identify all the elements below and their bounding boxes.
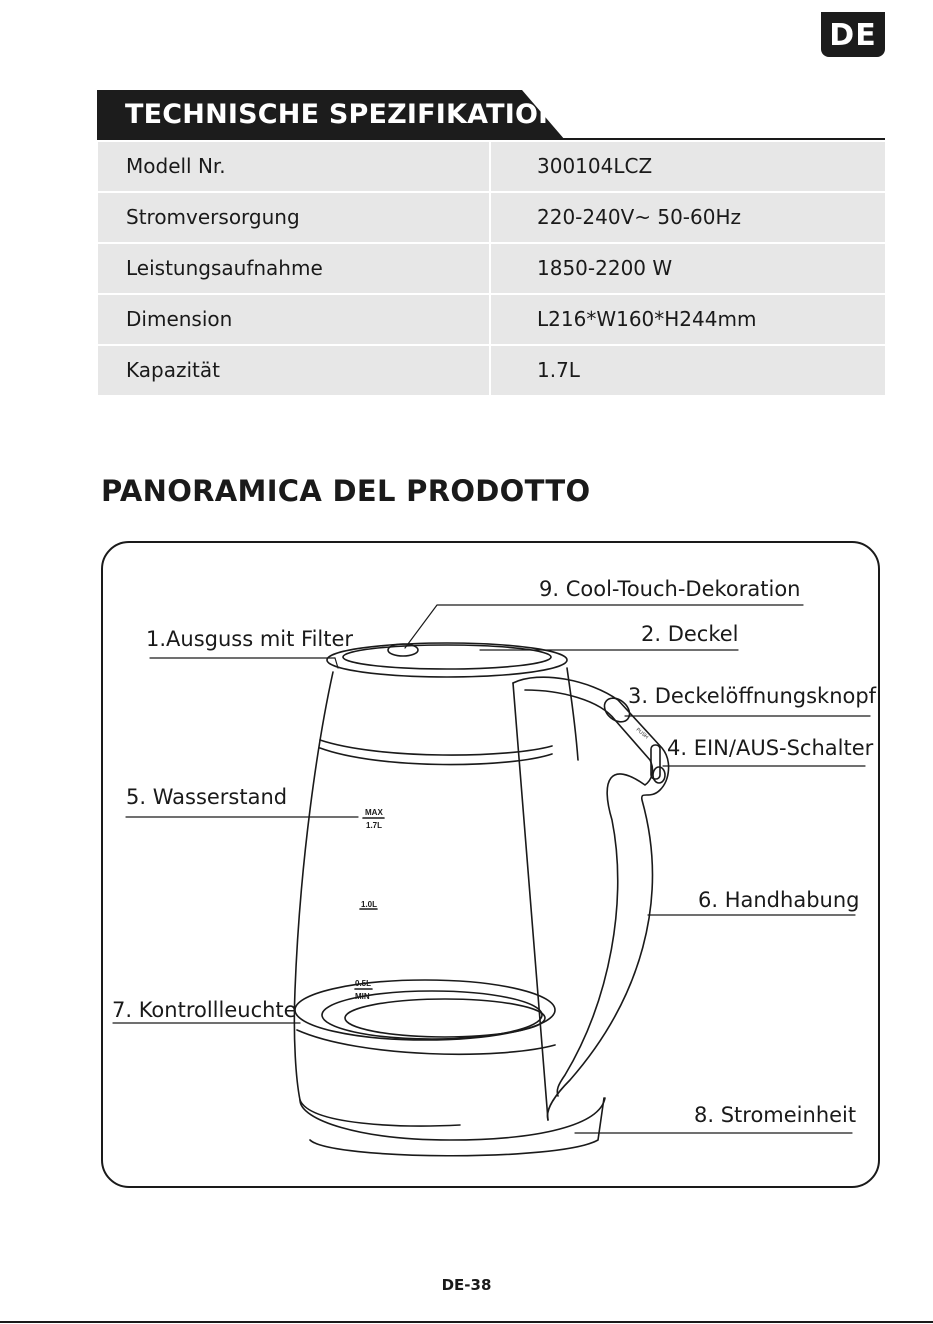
callout-indicator-light: 7. Kontrollleuchte bbox=[112, 998, 297, 1022]
callout-cool-touch: 9. Cool-Touch-Dekoration bbox=[539, 577, 801, 601]
overview-title: PANORAMICA DEL PRODOTTO bbox=[101, 474, 591, 508]
callout-lid: 2. Deckel bbox=[641, 622, 739, 646]
base-bottom bbox=[310, 1098, 604, 1156]
scale-min: MIN bbox=[355, 992, 370, 1001]
lid-inner bbox=[343, 645, 551, 669]
bottom-rule bbox=[0, 1321, 933, 1323]
section-title: TECHNISCHE SPEZIFIKATION bbox=[125, 99, 561, 130]
leader-9 bbox=[405, 605, 803, 648]
callout-power-base: 8. Stromeinheit bbox=[694, 1103, 857, 1127]
spec-label: Kapazität bbox=[98, 346, 489, 395]
callout-switch: 4. EIN/AUS-Schalter bbox=[667, 736, 874, 760]
base-ring-inner bbox=[345, 999, 545, 1037]
spec-label: Dimension bbox=[98, 295, 489, 344]
language-badge: DE bbox=[821, 12, 885, 57]
spec-value: 220-240V~ 50-60Hz bbox=[491, 193, 885, 242]
lid-outline bbox=[327, 643, 567, 677]
base-outer bbox=[300, 1098, 605, 1140]
scale-max-volume: 1.7L bbox=[366, 821, 383, 830]
callout-handle: 6. Handhabung bbox=[698, 888, 860, 912]
switch-indicator bbox=[653, 767, 665, 783]
body-lower-band bbox=[297, 1030, 555, 1054]
spec-label: Modell Nr. bbox=[98, 142, 489, 191]
scale-low: 0.5L bbox=[355, 979, 372, 988]
spec-value: 1.7L bbox=[491, 346, 885, 395]
scale-mid: 1.0L bbox=[361, 900, 378, 909]
callout-lid-button: 3. Deckelöffnungsknopf bbox=[628, 684, 877, 708]
handle-outer bbox=[513, 677, 669, 1120]
spec-label: Leistungsaufnahme bbox=[98, 244, 489, 293]
spec-value: 300104LCZ bbox=[491, 142, 885, 191]
spec-value: L216*W160*H244mm bbox=[491, 295, 885, 344]
spec-label: Stromversorgung bbox=[98, 193, 489, 242]
scale-max-text: MAX bbox=[365, 808, 383, 817]
handle-inner bbox=[525, 690, 652, 1096]
upper-band-1 bbox=[320, 748, 552, 765]
callout-spout: 1.Ausguss mit Filter bbox=[146, 627, 354, 651]
callout-water-level: 5. Wasserstand bbox=[126, 785, 288, 809]
page-number: DE-38 bbox=[441, 1276, 492, 1294]
push-text: PUSH bbox=[634, 726, 650, 741]
spec-value: 1850-2200 W bbox=[491, 244, 885, 293]
